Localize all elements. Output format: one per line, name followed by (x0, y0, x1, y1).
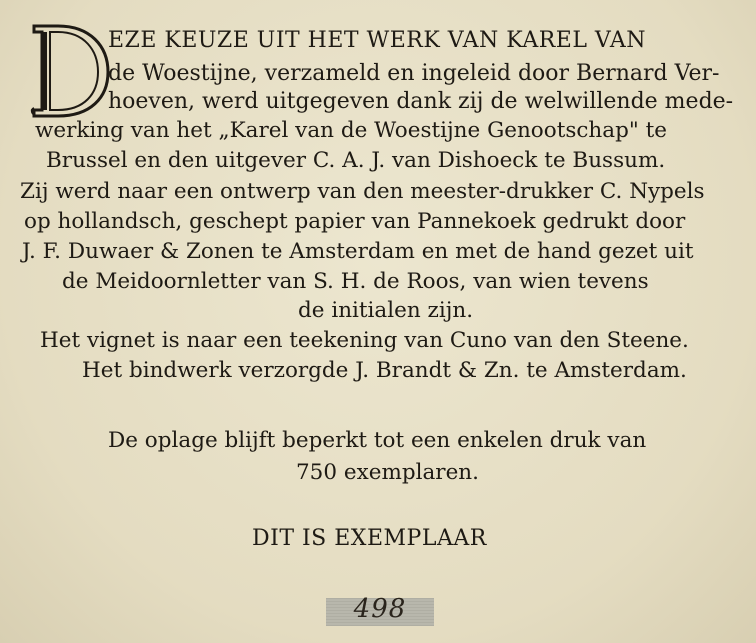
colophon-line-12: Het bindwerk verzorgde J. Brandt & Zn. te Amsterdam. (82, 358, 687, 383)
colophon-line-5: Brussel en den uitgever C. A. J. van Dishoeck te Bussum. (46, 148, 666, 173)
drop-cap-d-initial (28, 22, 112, 118)
colophon-line-8: J. F. Duwaer & Zonen te Amsterdam en met de hand gezet uit (22, 239, 694, 264)
edition-line-2: 750 exemplaren. (296, 460, 479, 485)
exemplar-number: 498 (353, 594, 407, 624)
colophon-line-3: hoeven, werd uitgegeven dank zij de welwillende mede- (108, 89, 734, 114)
exemplar-label: DIT IS EXEMPLAAR (252, 526, 487, 551)
colophon-line-7: op hollandsch, geschept papier van Pannekoek gedrukt door (24, 209, 686, 234)
colophon-line-11: Het vignet is naar een teekening van Cuno van den Steene. (40, 328, 689, 353)
colophon-line-4: werking van het „Karel van de Woestijne Genootschap" te (35, 118, 667, 143)
colophon-line-1: EZE KEUZE UIT HET WERK VAN KAREL VAN (108, 28, 646, 53)
colophon-line-9: de Meidoornletter van S. H. de Roos, van wien tevens (62, 269, 649, 294)
edition-line-1: De oplage blijft beperkt tot een enkelen druk van (108, 428, 647, 453)
colophon-line-2: de Woestijne, verzameld en ingeleid door Bernard Ver- (108, 61, 720, 86)
colophon-line-10: de initialen zijn. (298, 298, 474, 323)
colophon-line-6: Zij werd naar een ontwerp van den meester-drukker C. Nypels (20, 179, 705, 204)
